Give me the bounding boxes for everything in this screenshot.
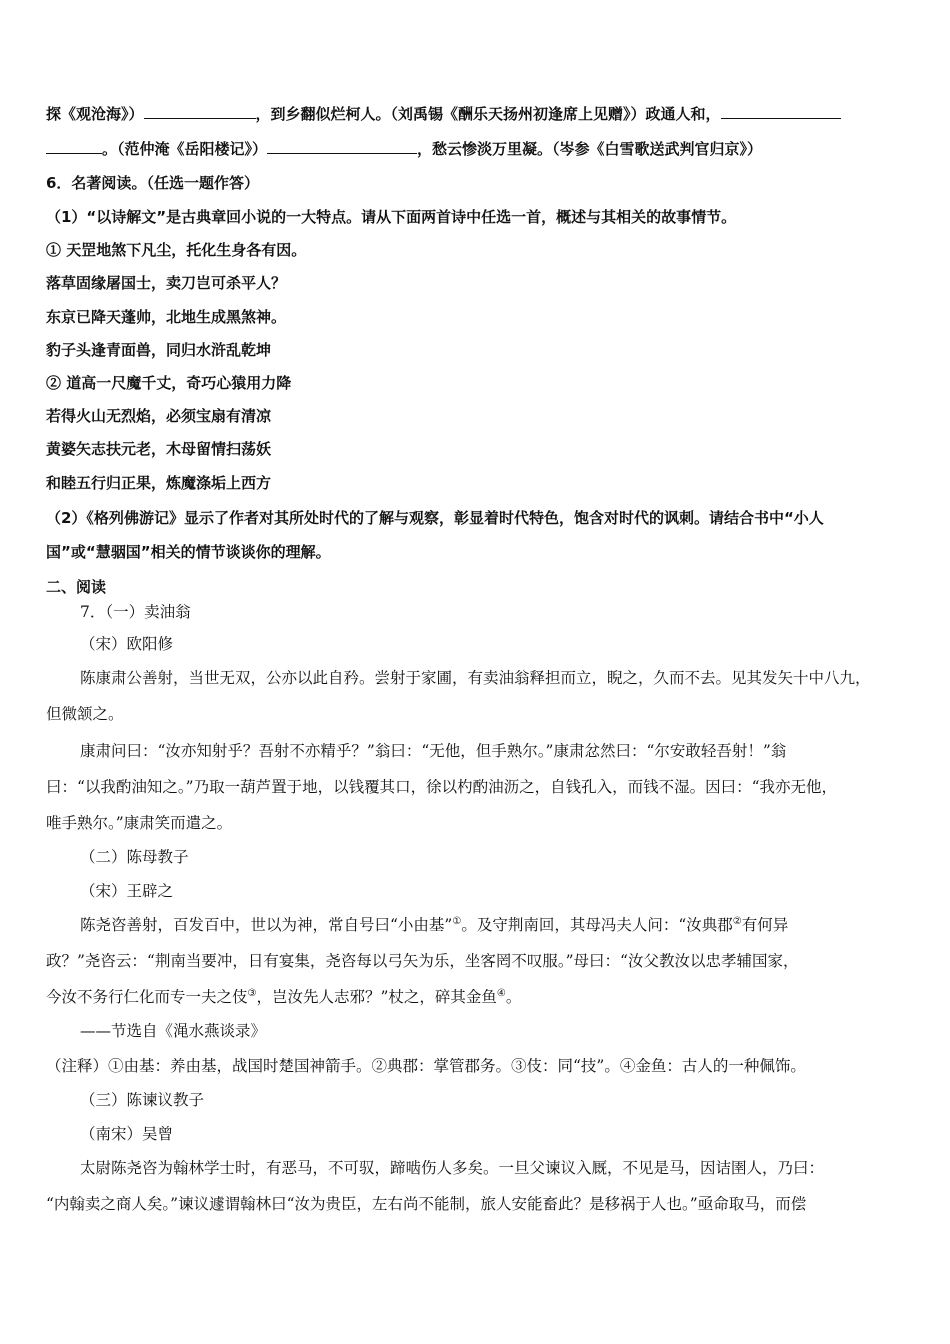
answer-blank-2[interactable] xyxy=(721,104,841,119)
text2-author: （宋）王辟之 xyxy=(80,882,174,900)
note-mark: ① xyxy=(452,915,462,927)
poem-line: 若得火山无烈焰，必须宝扇有清凉 xyxy=(46,407,272,425)
text1-para-2-cont: 曰：“以我酌油知之。”乃取一葫芦置于地，以钱覆其口，徐以杓酌油沥之，自钱孔入，而钱不湿。因曰：“我亦无他， xyxy=(46,778,838,796)
text2-line-3: 今汝不务行仁化而专一夫之伎③，岂汝先人志邪？”杖之，碎其金鱼④。 xyxy=(46,987,522,1006)
text1-para-2: 康肃问曰：“汝亦知射乎？吾射不亦精乎？”翁曰：“无他，但手熟尔。”康肃忿然曰：“尔安敢轻吾射！”翁 xyxy=(80,742,787,760)
answer-blank-1[interactable] xyxy=(144,104,256,119)
note-mark: ② xyxy=(732,915,742,927)
poem-line: ② 道高一尺魔千丈，奇巧心猿用力降 xyxy=(46,374,292,392)
text1-para-1-cont: 但微颔之。 xyxy=(46,705,124,723)
note-mark: ③ xyxy=(247,987,257,999)
q5-line-2: 。（范仲淹《岳阳楼记》） ，愁云惨淡万里凝。（岑参《白雪歌送武判官归京》） xyxy=(46,138,762,160)
section-heading: 二、阅读 xyxy=(46,578,107,596)
q6-sub2-line1: （2）《格列佛游记》显示了作者对其所处时代的了解与观察，彰显着时代特色，饱含对时代的讽刺。请结合书中“小人 xyxy=(46,509,824,527)
poem-line: 豹子头逢青面兽，同归水浒乱乾坤 xyxy=(46,341,272,359)
q6-title: 6．名著阅读。（任选一题作答） xyxy=(46,174,259,192)
answer-blank-4[interactable] xyxy=(267,139,417,154)
text3-line-2: “内翰卖之商人矣。”谏议遽谓翰林曰“汝为贵臣，左右尚不能制，旅人安能畜此？是移祸于人也。”亟命取马，而偿 xyxy=(46,1195,807,1213)
q6-sub1: （1）“以诗解文”是古典章回小说的一大特点。请从下面两首诗中任选一首，概述与其相关的故事情节。 xyxy=(46,208,737,226)
text2-line-2: 政？”尧咨云：“荆南当要冲，日有宴集，尧咨每以弓矢为乐，坐客罔不叹服。”母曰：“汝父教汝以忠孝辅国家， xyxy=(46,952,799,970)
poem-line: 和睦五行归正果，炼魔涤垢上西方 xyxy=(46,474,272,492)
q6-sub2-line2: 国”或“慧骃国”相关的情节谈谈你的理解。 xyxy=(46,543,331,561)
poem-line: 黄婆矢志扶元老，木母留情扫荡妖 xyxy=(46,440,272,458)
text1-para-2-cont: 唯手熟尔。”康肃笑而遣之。 xyxy=(46,814,233,832)
text1-para-1: 陈康肃公善射，当世无双，公亦以此自矜。尝射于家圃，有卖油翁释担而立，睨之，久而不去。见其发矢十中八九， xyxy=(80,669,871,687)
text2-title: （二）陈母教子 xyxy=(80,848,189,866)
poem-line: ① 天罡地煞下凡尘，托化生身各有因。 xyxy=(46,241,307,259)
annotations: （注释）①由基：养由基，战国时楚国神箭手。②典郡：掌管郡务。③伎：同“技”。④金鱼：古人的一种佩饰。 xyxy=(46,1057,806,1075)
q5-line-1: 探《观沧海》） ，到乡翻似烂柯人。（刘禹锡《酬乐天扬州初逢席上见赠》）政通人和， xyxy=(46,103,841,125)
text3-line-1: 太尉陈尧咨为翰林学士时，有恶马，不可驭，蹄啮伤人多矣。一旦父谏议入厩，不见是马，因诘圉人，乃曰： xyxy=(80,1159,825,1177)
text3-title: （三）陈谏议教子 xyxy=(80,1091,205,1109)
answer-blank-3[interactable] xyxy=(46,139,102,154)
poem-line: 落草固缘屠国士，卖刀岂可杀平人？ xyxy=(46,274,287,292)
poem-line: 东京已降天蓬帅，北地生成黑煞神。 xyxy=(46,308,287,326)
note-mark: ④ xyxy=(496,987,506,999)
text2-source: ——节选自《渑水燕谈录》 xyxy=(80,1022,267,1040)
q7-title: 7．（一）卖油翁 xyxy=(80,603,191,621)
text1-author: （宋）欧阳修 xyxy=(80,635,174,653)
text3-author: （南宋）吴曾 xyxy=(80,1125,174,1143)
text2-line-1: 陈尧咨善射，百发百中，世以为神，常自号曰“小由基”①。及守荆南回，其母冯夫人问：“汝典郡②有何异 xyxy=(80,915,789,934)
